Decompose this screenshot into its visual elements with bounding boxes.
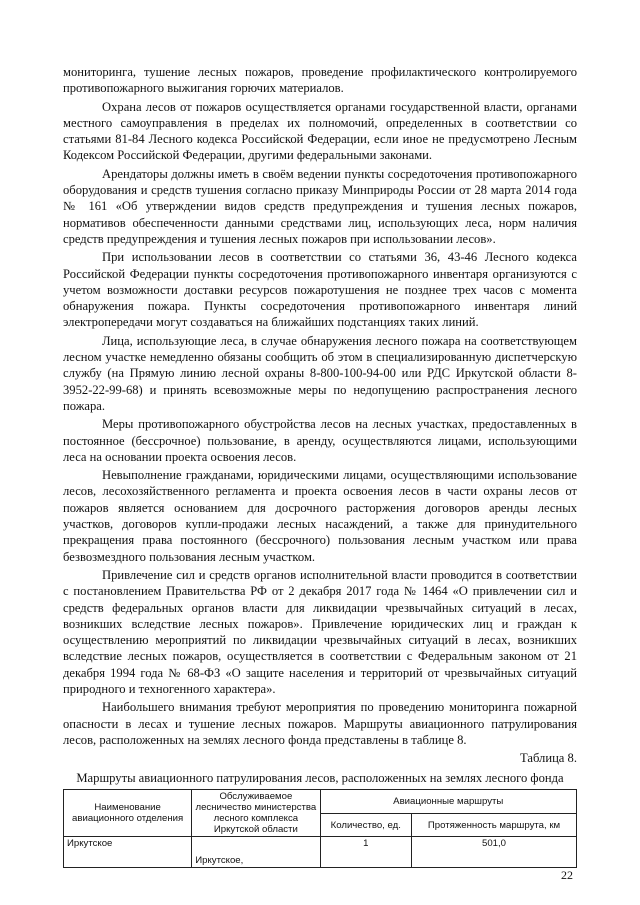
table-row xyxy=(64,837,577,868)
col-header-forestry: Обслуживаемое лесничество министерства лесного комплекса Иркутской области xyxy=(192,790,320,837)
table-header-row xyxy=(64,790,577,814)
col-header-routes: Авиационные маршруты xyxy=(320,790,577,814)
document-body xyxy=(63,64,577,868)
paragraph-4: При использовании лесов в соответствии со статьями 36, 43-46 Лесного кодекса Российской Федерации пункты сосредоточения противопожарного инвентаря организуются с учетом возможности доставки ресурсов пожаротушения не позднее трех часов с момента обнаружения пожара. Пункты сосредоточения противопожарного инвентаря линий электропередачи могут создаваться на ближайших подстанциях таких линий. xyxy=(63,250,577,330)
col-header-department: Наименование авиационного отделения xyxy=(64,790,192,837)
paragraph-8: Привлечение сил и средств органов исполнительной власти проводится в соответствии с постановлением Правительства РФ от 2 декабря 2017 года № 1464 «О привлечении сил и средств федеральных органов власти для ликвидации чрезвычайных ситуаций в лесах, возникших вследствие лесных пожаров». Привлечение юридических лиц и граждан к осуществлению мероприятий по ликвидации чрезвычайных ситуаций в лесах, возникших вследствие лесных пожаров, осуществляется в соответствии с Федеральным законом от 21 декабря 1994 года № 68-ФЗ «О защите населения и территорий от чрезвычайных ситуаций природного и техногенного характера». xyxy=(63,567,577,696)
paragraph-7: Невыполнение гражданами, юридическими лицами, осуществляющими использование лесов, лесохозяйственного регламента и проекта освоения лесов в части охраны лесов от пожаров является основанием для досрочного расторжения договоров аренды лесных участков, договоров купли-продажи лесных насаждений, а также для принудительного прекращения права постоянного (бессрочного) пользования лесным участком или права безвозмездного пользования лесным участком. xyxy=(63,468,577,564)
paragraph-9: Наибольшего внимания требуют мероприятия по проведению мониторинга пожарной опасности в лесах и тушение лесных пожаров. Маршруты авиационного патрулирования лесов, расположенных на землях лесного фонда представлены в таблице 8. xyxy=(63,700,577,747)
table-caption: Маршруты авиационного патрулирования лесов, расположенных на землях лесного фонда xyxy=(76,771,564,786)
paragraph-1: мониторинга, тушение лесных пожаров, проведение профилактического контролируемого противопожарного выжигания горючих материалов. xyxy=(63,65,577,96)
col-header-length: Протяженность маршрута, км xyxy=(412,813,577,837)
col-header-count: Количество, ед. xyxy=(320,813,412,837)
paragraph-3: Арендаторы должны иметь в своём ведении пункты сосредоточения противопожарного оборудования и средств тушения согласно приказу Минприроды России от 28 марта 2014 года № 161 «Об утверждении видов средств предупреждения и тушения лесных пожаров, нормативов обеспеченности данными средствами лиц, использующих леса, норм наличия средств предупреждения и тушения лесных пожаров при использовании лесов». xyxy=(63,166,577,246)
cell-length: 501,0 xyxy=(412,837,577,868)
paragraph-5: Лица, использующие леса, в случае обнаружения лесного пожара на соответствующем лесном участке немедленно обязаны сообщить об этом в специализированную диспетчерскую службу (на Прямую линию лесной охраны 8-800-100-94-00 или РДС Иркутской области 8-3952-22-99-68) и принять всевозможные меры по недопущению распространения лесного пожара. xyxy=(63,333,577,413)
page-number: 22 xyxy=(561,868,573,882)
paragraph-2: Охрана лесов от пожаров осуществляется органами государственной власти, органами местного самоуправления в пределах их полномочий, определенных в соответствии со статьями 81-84 Лесного кодекса Российской Федерации, если иное не предусмотрено Лесным Кодексом Российской Федерации, другими федеральными законами. xyxy=(63,99,577,163)
paragraph-6: Меры противопожарного обустройства лесов на лесных участках, предоставленных в постоянное (бессрочное) пользование, в аренду, осуществляются лицами, использующими леса на основании проекта освоения лесов. xyxy=(63,417,577,464)
table-label: Таблица 8. xyxy=(519,751,577,766)
cell-forestry: Иркутское, xyxy=(192,837,320,868)
cell-department: Иркутское xyxy=(64,837,192,868)
cell-count: 1 xyxy=(320,837,412,868)
routes-table xyxy=(63,789,577,868)
